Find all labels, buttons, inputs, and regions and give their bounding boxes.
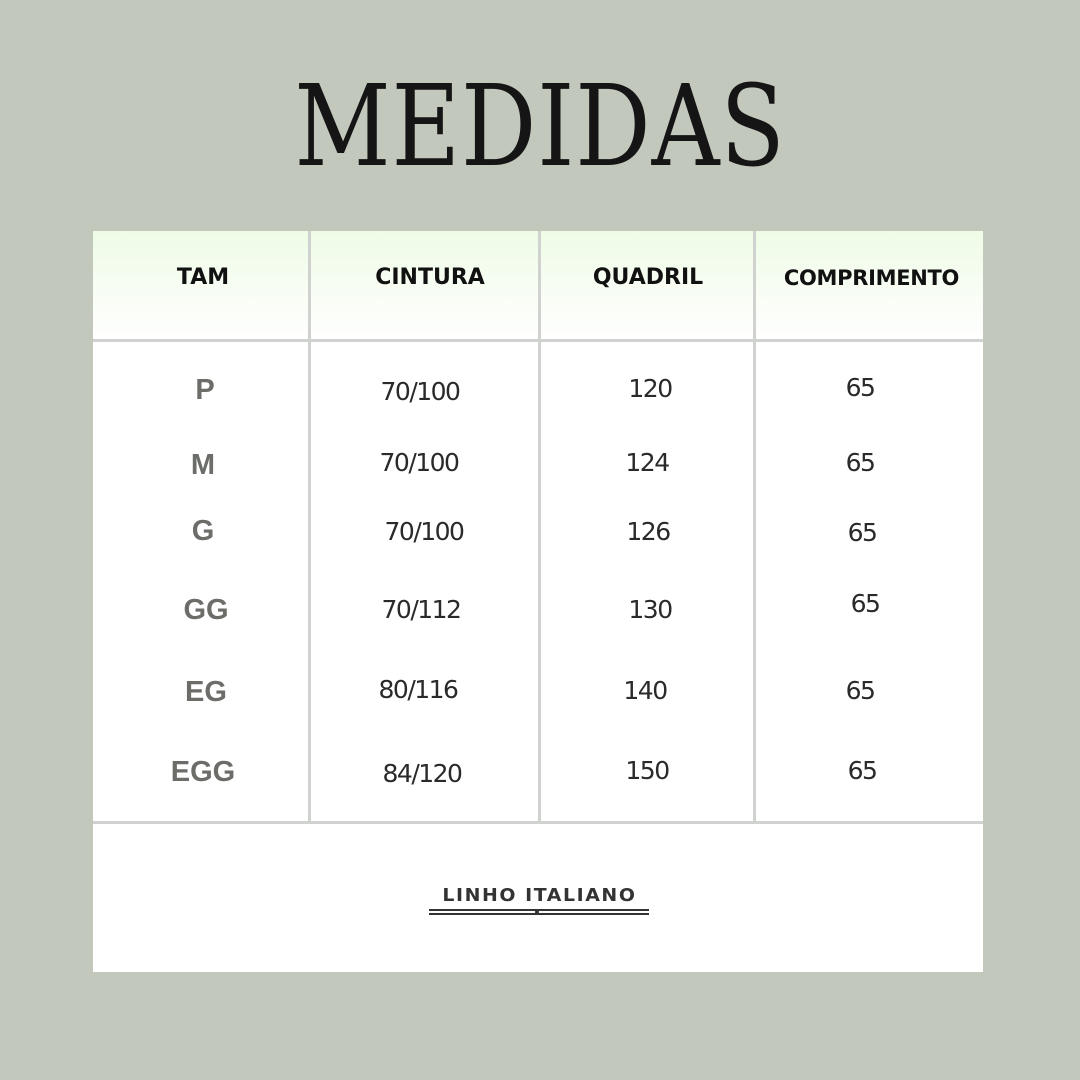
comprimento-m: 65: [845, 448, 875, 477]
quadril-g: 126: [626, 517, 670, 546]
footer-divider: [93, 821, 983, 824]
comprimento-eg: 65: [845, 676, 875, 705]
size-chart-table: [93, 231, 983, 972]
quadril-egg: 150: [625, 756, 669, 785]
size-eg: EG: [185, 676, 227, 708]
cintura-gg: 70/112: [381, 595, 461, 624]
header-comprimento: COMPRIMENTO: [783, 266, 960, 290]
column-divider: [753, 231, 756, 821]
cintura-egg: 84/120: [382, 759, 462, 788]
comprimento-egg: 65: [847, 756, 877, 785]
comprimento-g: 65: [847, 518, 877, 547]
quadril-eg: 140: [623, 676, 667, 705]
size-egg: EGG: [170, 756, 236, 788]
page-title: MEDIDAS: [294, 62, 786, 192]
cintura-m: 70/100: [379, 448, 459, 477]
quadril-p: 120: [628, 374, 672, 403]
cintura-p: 70/100: [380, 377, 460, 406]
brand-logo: [428, 886, 650, 916]
cintura-eg: 80/116: [378, 675, 458, 704]
header-tam: TAM: [176, 265, 230, 290]
header-divider: [93, 339, 983, 342]
logo-underline: [429, 909, 649, 916]
comprimento-p: 65: [845, 373, 875, 402]
quadril-m: 124: [625, 448, 669, 477]
column-divider: [538, 231, 541, 821]
size-gg: GG: [183, 594, 229, 626]
quadril-gg: 130: [628, 595, 672, 624]
size-p: P: [195, 374, 215, 406]
brand-name: LINHO ITALIANO: [441, 885, 637, 906]
cintura-g: 70/100: [384, 517, 464, 546]
column-divider: [308, 231, 311, 821]
size-m: M: [190, 449, 216, 481]
header-quadril: QUADRIL: [592, 265, 704, 290]
size-g: G: [191, 515, 215, 547]
comprimento-gg: 65: [850, 589, 880, 618]
header-cintura: CINTURA: [375, 265, 485, 290]
